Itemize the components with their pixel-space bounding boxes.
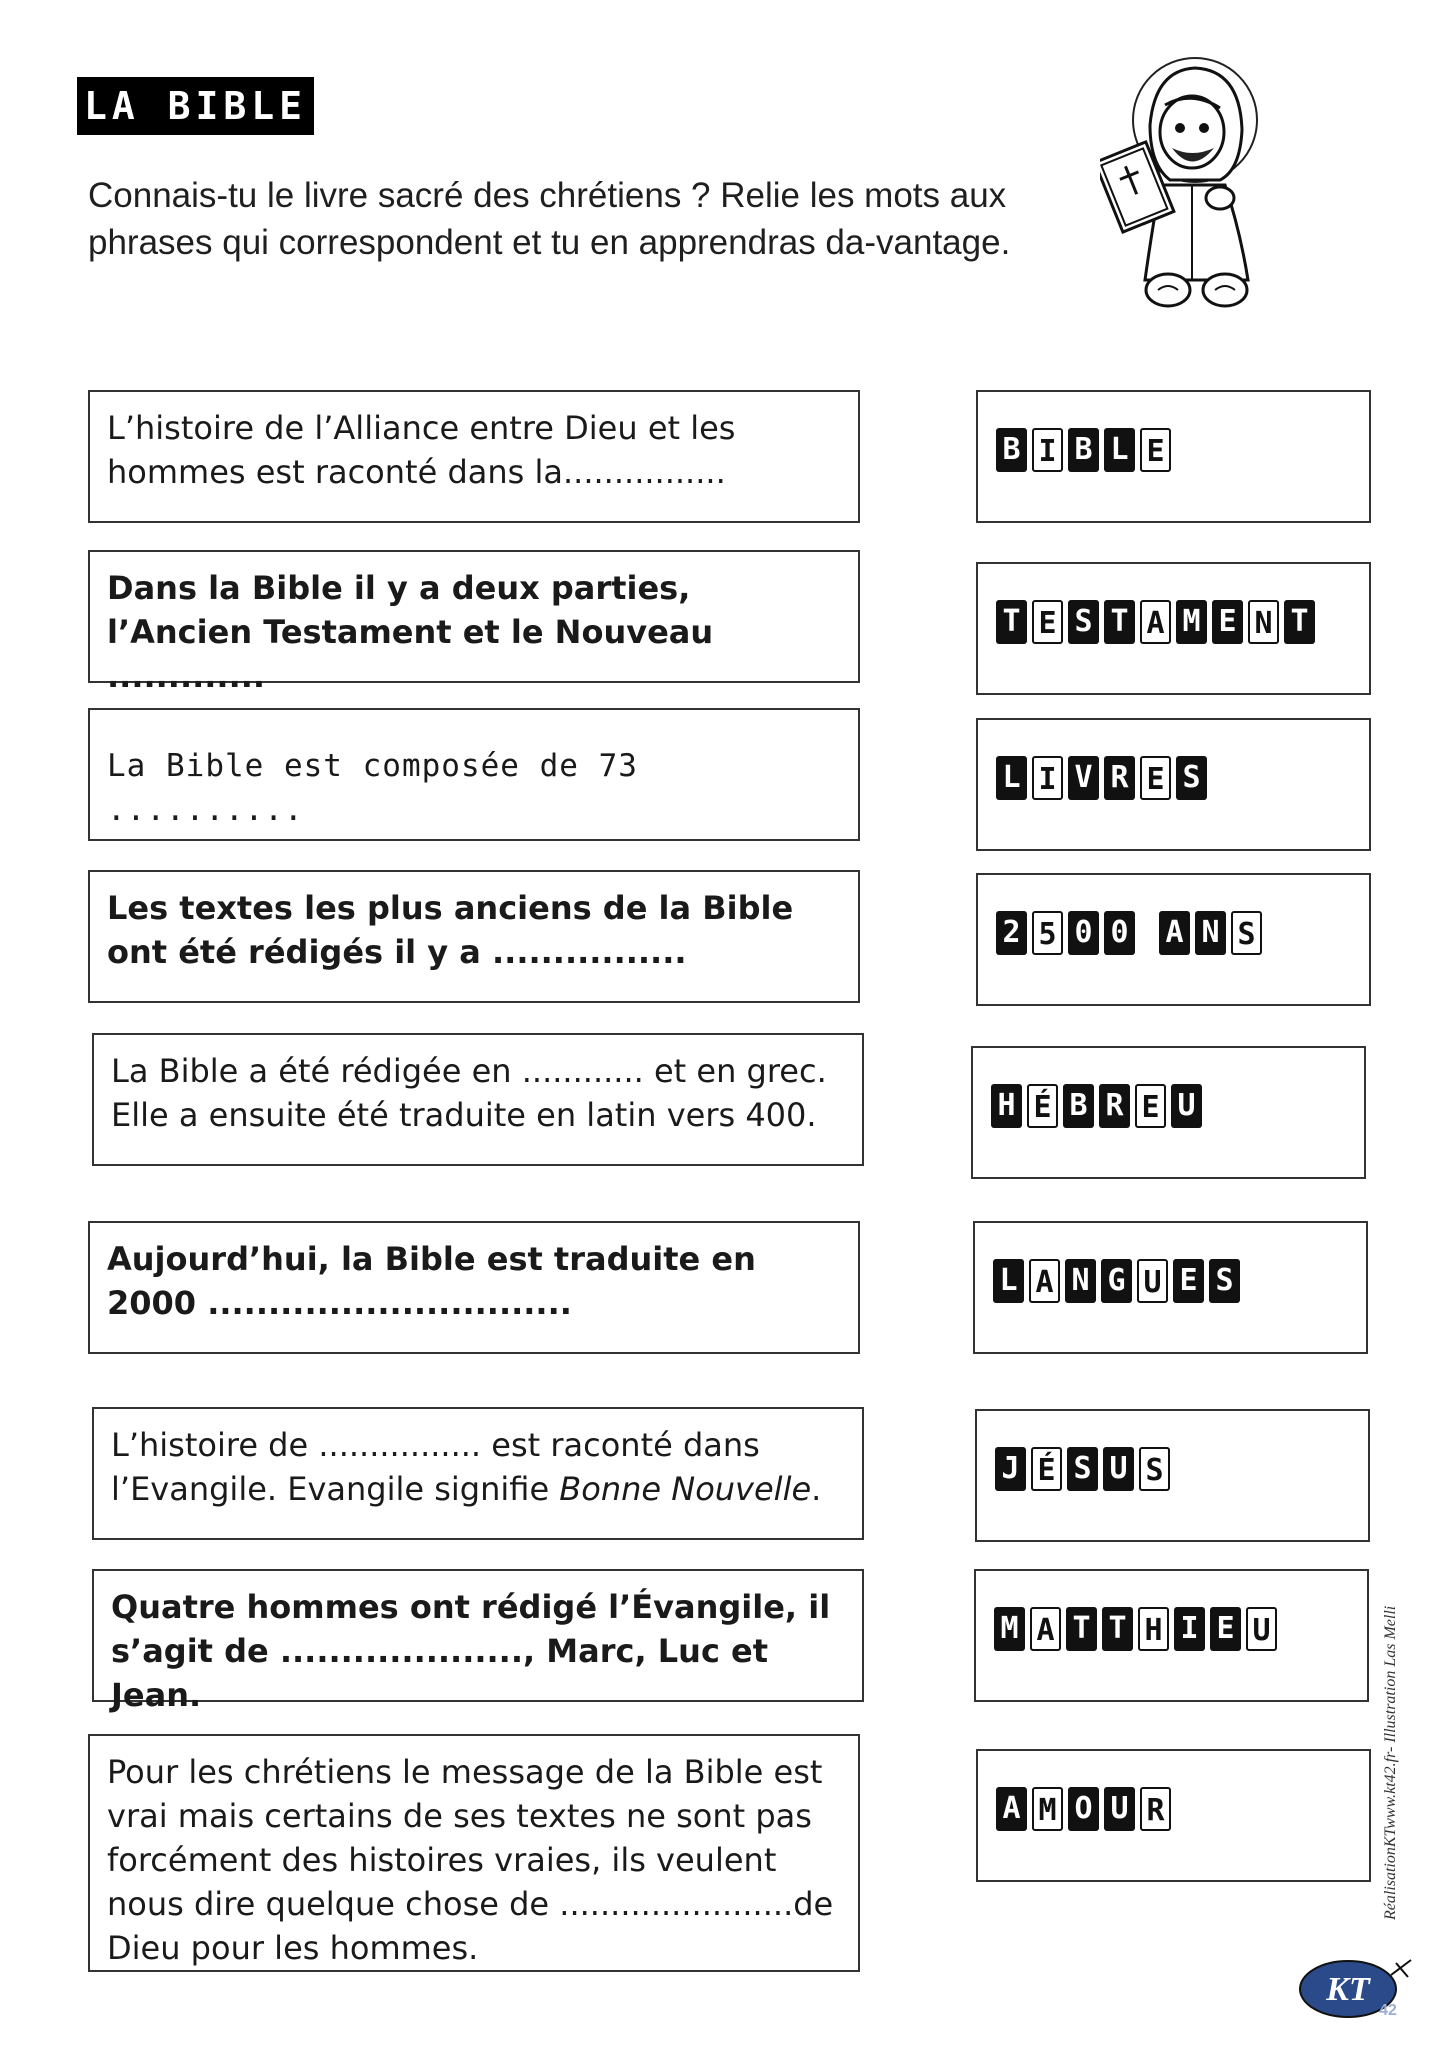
question-box-6[interactable] (88, 1221, 860, 1354)
letter-tile: U (1103, 1447, 1134, 1491)
letter-tile: M (994, 1607, 1025, 1651)
letter-tile: E (1210, 1607, 1241, 1651)
question-box-4[interactable] (88, 870, 860, 1003)
letter-tile: U (1104, 1787, 1135, 1831)
letter-tile: R (1099, 1084, 1130, 1128)
letter-tile: B (1068, 428, 1099, 472)
answer-word (991, 1084, 1202, 1128)
letter-tile: T (1102, 1607, 1133, 1651)
question-box-2[interactable] (88, 550, 860, 695)
kt-logo (1296, 1955, 1416, 2025)
letter-tile: E (1140, 756, 1171, 800)
answer-box-3[interactable] (976, 718, 1371, 851)
jesus-with-bible-illustration (1100, 50, 1300, 320)
letter-tile: H (991, 1084, 1022, 1128)
letter-tile: T (1066, 1607, 1097, 1651)
letter-tile: U (1246, 1607, 1277, 1651)
letter-tile: A (1140, 600, 1171, 644)
answer-box-7[interactable] (975, 1409, 1370, 1542)
letter-tile: T (1104, 600, 1135, 644)
question-text: La Bible a été rédigée en ............ et en grec. Elle a ensuite été traduite en latin vers 400. (111, 1052, 827, 1134)
answer-box-1[interactable] (976, 390, 1371, 523)
answer-box-5[interactable] (971, 1046, 1366, 1179)
answer-box-6[interactable] (973, 1221, 1368, 1354)
page-title: LA BIBLE (77, 77, 314, 135)
letter-tile: 2 (996, 911, 1027, 955)
letter-tile: S (1068, 600, 1099, 644)
question-text: Les textes les plus anciens de la Bible ont été rédigés il y a ................ (107, 889, 794, 971)
answer-word (996, 1787, 1171, 1831)
letter-space (1140, 911, 1154, 955)
question-text-italic: Bonne Nouvelle (559, 1470, 812, 1508)
letter-tile: A (996, 1787, 1027, 1831)
letter-tile: V (1068, 756, 1099, 800)
letter-tile: N (1065, 1259, 1096, 1303)
letter-tile: S (1067, 1447, 1098, 1491)
question-text: La Bible est composée de 73 .......... (107, 748, 638, 828)
answer-box-2[interactable] (976, 562, 1371, 695)
letter-tile: L (996, 756, 1027, 800)
answer-word (993, 1259, 1240, 1303)
answer-word (996, 428, 1171, 472)
answer-box-4[interactable] (976, 873, 1371, 1006)
letter-tile: L (993, 1259, 1024, 1303)
letter-tile: T (1284, 600, 1315, 644)
letter-tile: E (1135, 1084, 1166, 1128)
letter-tile: M (1032, 1787, 1063, 1831)
letter-tile: I (1032, 428, 1063, 472)
letter-tile: 5 (1032, 911, 1063, 955)
letter-tile: T (996, 600, 1027, 644)
letter-tile: M (1176, 600, 1207, 644)
letter-tile: É (1027, 1084, 1058, 1128)
letter-tile: I (1032, 756, 1063, 800)
question-box-8[interactable] (92, 1569, 864, 1714)
letter-tile: É (1031, 1447, 1062, 1491)
letter-tile: S (1176, 756, 1207, 800)
letter-tile: N (1248, 600, 1279, 644)
answer-box-9[interactable] (976, 1749, 1371, 1882)
letter-tile: B (1063, 1084, 1094, 1128)
letter-tile: B (996, 428, 1027, 472)
page-number: 42 (1379, 2002, 1397, 2019)
letter-tile: U (1137, 1259, 1168, 1303)
letter-tile: R (1104, 756, 1135, 800)
letter-tile: L (1104, 428, 1135, 472)
answer-word (996, 911, 1262, 955)
letter-tile: U (1171, 1084, 1202, 1128)
answer-word (995, 1447, 1170, 1491)
question-text: L’histoire de l’Alliance entre Dieu et les hommes est raconté dans la................ (107, 409, 736, 491)
question-text: Pour les chrétiens le message de la Bible est vrai mais certains de ses textes ne sont pas forcément des histoires vraies, ils veulent nous dire quelque chose de .......................de Dieu pour les hommes. (107, 1753, 834, 1967)
letter-tile: 0 (1104, 911, 1135, 955)
question-box-7[interactable] (92, 1407, 864, 1540)
question-text: Dans la Bible il y a deux parties, l’Ancien Testament et le Nouveau ............. (107, 569, 714, 695)
question-text: Quatre hommes ont rédigé l’Évangile, il s’agit de ...................., Marc, Luc et Jean. (111, 1588, 831, 1714)
letter-tile: O (1068, 1787, 1099, 1831)
letter-tile: A (1159, 911, 1190, 955)
letter-tile: I (1174, 1607, 1205, 1651)
letter-tile: N (1195, 911, 1226, 955)
letter-tile: S (1231, 911, 1262, 955)
credit-line: RéalisationKTwww.kt42.fr- Illustration Las Melli (1382, 1605, 1399, 1920)
answer-word (996, 756, 1207, 800)
instructions: Connais-tu le livre sacré des chrétiens ? Relie les mots aux phrases qui correspondent et tu en apprendras da-vantage. (88, 176, 1011, 262)
answer-word (994, 1607, 1277, 1651)
letter-tile: E (1140, 428, 1171, 472)
letter-tile: S (1139, 1447, 1170, 1491)
letter-tile: R (1140, 1787, 1171, 1831)
letter-tile: H (1138, 1607, 1169, 1651)
letter-tile: S (1209, 1259, 1240, 1303)
letter-tile: E (1212, 600, 1243, 644)
letter-tile: E (1032, 600, 1063, 644)
letter-tile: 0 (1068, 911, 1099, 955)
question-text-start: L’histoire de ................ est raconté dans l’Evangile. Evangile signifie (111, 1426, 760, 1508)
letter-tile: A (1029, 1259, 1060, 1303)
letter-tile: J (995, 1447, 1026, 1491)
letter-tile: G (1101, 1259, 1132, 1303)
letter-tile: E (1173, 1259, 1204, 1303)
question-box-5[interactable] (92, 1033, 864, 1166)
question-box-9[interactable] (88, 1734, 860, 1972)
answer-word (996, 600, 1315, 644)
question-text-end: . (811, 1470, 822, 1508)
question-box-3[interactable] (88, 708, 860, 841)
question-text: Aujourd’hui, la Bible est traduite en 2000 .............................. (107, 1240, 756, 1322)
letter-tile: A (1030, 1607, 1061, 1651)
question-box-1[interactable] (88, 390, 860, 523)
answer-box-8[interactable] (974, 1569, 1369, 1702)
kt-logo-text: KT (1326, 1971, 1370, 2008)
